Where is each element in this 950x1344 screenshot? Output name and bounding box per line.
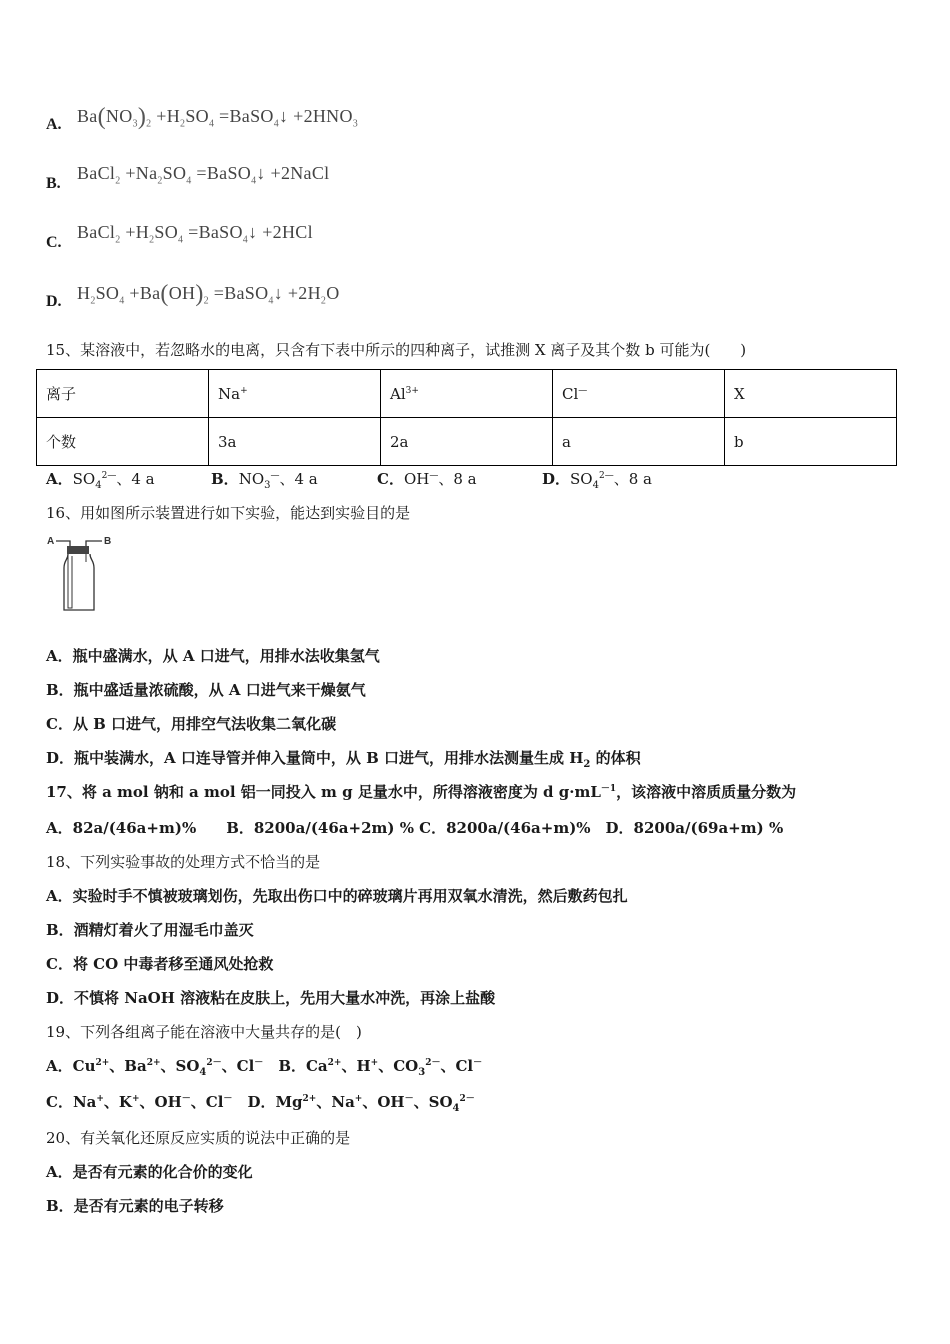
q15-stem: 15、某溶液中，若忽略水的电离，只含有下表中所示的四种离子，试推测 X 离子及其个数 b 可能为( ) <box>46 341 747 359</box>
option-text: $NO_3^—$、4 a <box>238 470 318 491</box>
option-text: $SO_4^{2—}$、8 a <box>570 470 652 491</box>
table-cell: 离子 <box>37 370 209 418</box>
q19-options-line1[interactable]: A．$Cu^{2+}$、$Ba^{2+}$、$SO_4^{2-}$、Cl－ B．$Ca^{2+}$、H+、$CO_3^{2-}$、Cl－ <box>46 1057 483 1078</box>
option-letter: C． <box>377 470 404 488</box>
q18-option-a[interactable]: A．实验时手不慎被玻璃划伤，先取出伤口中的碎玻璃片再用双氧水清洗，然后敷药包扎 <box>46 887 628 905</box>
option-letter: B. <box>46 175 61 192</box>
q15-option-d[interactable] <box>542 468 652 491</box>
table-cell: 2a <box>381 418 553 466</box>
q18-option-c[interactable]: C．将 CO 中毒者移至通风处抢救 <box>46 955 274 973</box>
option-letter: D. <box>46 293 62 310</box>
q16-stem: 16、用如图所示装置进行如下实验，能达到实验目的是 <box>46 504 411 522</box>
q20-option-b[interactable]: B．是否有元素的电子转移 <box>46 1197 224 1215</box>
chemical-equation: BaCl$_2$ $+H_2SO_4$ =BaSO$_4$↓ +2HCl <box>77 222 313 246</box>
q19-options-line2[interactable]: C．Na+、K+、OH－、Cl－ D．$Mg^{2+}$、Na+、OH－、$SO_4^{2-}$ <box>46 1093 475 1114</box>
q19-stem: 19、下列各组离子能在溶液中大量共存的是( ) <box>46 1023 362 1041</box>
table-cell: $Al^{3+}$ <box>381 370 553 418</box>
q15-option-a[interactable] <box>46 468 155 491</box>
q16-option-d[interactable]: D．瓶中装满水，A 口连导管并伸入量筒中，从 B 口进气，用排水法测量生成 $H_2$ 的体积 <box>46 749 641 770</box>
option-letter: A． <box>46 470 73 488</box>
option-letter: B． <box>211 470 239 488</box>
q17-stem: 17、将 a mol 钠和 a mol 铝一同投入 m g 足量水中，所得溶液密度为 d $g\cdot mL^{-1}$，该溶液中溶质质量分数为 <box>46 783 797 801</box>
q20-stem: 20、有关氧化还原反应实质的说法中正确的是 <box>46 1129 351 1147</box>
q20-option-a[interactable]: A．是否有元素的化合价的变化 <box>46 1163 253 1181</box>
option-letter: A. <box>46 116 62 133</box>
table-cell: 个数 <box>37 418 209 466</box>
chemical-equation: BaCl$_2$ $+Na_2SO_4$ =BaSO$_4$↓ +2NaCl <box>77 163 330 187</box>
option-letter: D． <box>542 470 571 488</box>
table-cell: b <box>725 418 897 466</box>
q16-option-c[interactable]: C．从 B 口进气，用排空气法收集二氧化碳 <box>46 715 337 733</box>
table-cell: Na+ <box>209 370 381 418</box>
q16-option-b[interactable]: B．瓶中盛适量浓硫酸，从 A 口进气来干燥氨气 <box>46 681 366 699</box>
option-letter: C. <box>46 234 62 251</box>
label-a: A <box>47 536 55 547</box>
q15-option-b[interactable] <box>211 468 318 491</box>
q18-option-b[interactable]: B．酒精灯着火了用湿毛巾盖灭 <box>46 921 254 939</box>
q15-option-c[interactable] <box>377 468 477 489</box>
table-cell: a <box>553 418 725 466</box>
q17-options[interactable]: A．82a/(46a+m)% B．8200a/(46a+2m) % C．8200a/(46a+m)% D．8200a/(69a+m) % <box>46 819 784 837</box>
table-cell: Cl— <box>553 370 725 418</box>
q18-option-d[interactable]: D．不慎将 NaOH 溶液粘在皮肤上，先用大量水冲洗，再涂上盐酸 <box>46 989 496 1007</box>
chemical-equation: $Ba(NO_3)_2 +H_2SO_4$ =BaSO$_4$↓ $+2HNO_3$ <box>77 104 359 130</box>
table-row <box>37 418 897 466</box>
table-row <box>37 370 897 418</box>
label-b: B <box>104 536 112 547</box>
table-cell: X <box>725 370 897 418</box>
chemical-equation: $H_2SO_4 +Ba(OH)_2$ =BaSO$_4$↓ $+2H_2O$ <box>77 281 340 307</box>
table-cell: 3a <box>209 418 381 466</box>
q16-option-a[interactable]: A．瓶中盛满水，从 A 口进气，用排水法收集氢气 <box>46 647 380 665</box>
option-text: $SO_4^{2—}$、4 a <box>72 470 155 491</box>
ion-table <box>36 369 897 466</box>
q18-stem: 18、下列实验事故的处理方式不恰当的是 <box>46 853 321 871</box>
option-text: OH—、8 a <box>403 470 477 488</box>
gas-bottle-figure <box>46 532 116 616</box>
